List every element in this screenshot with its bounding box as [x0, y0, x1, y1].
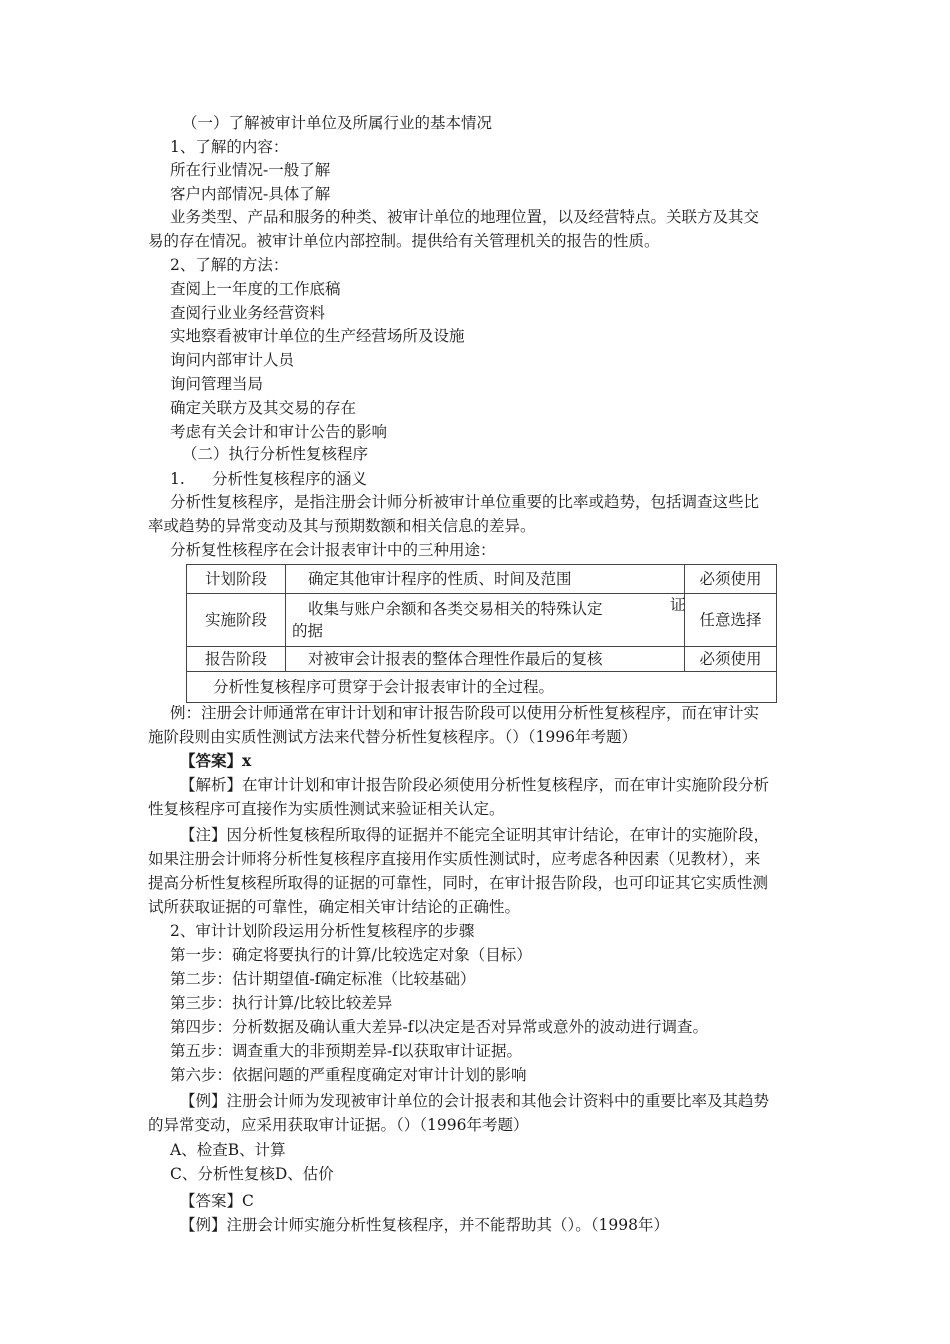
- example-line: 【例】注册会计师为发现被审计单位的会计报表和其他会计资料中的重要比率及其趋势: [180, 1092, 770, 1110]
- method-item: 实地察看被审计单位的生产经营场所及设施: [170, 327, 465, 345]
- detail-line: 业务类型、产品和服务的种类、被审计单位的地理位置，以及经营特点。关联方及其交: [170, 208, 760, 226]
- section-heading-1: （一）了解被审计单位及所属行业的基本情况: [182, 114, 493, 132]
- stage-cell: 报告阶段: [187, 647, 286, 672]
- note-line: 如果注册会计师将分析性复核程序直接用作实质性测试时，应考虑各种因素（见教材），来: [148, 850, 761, 868]
- content-item: 客户内部情况-具体了解: [170, 185, 331, 203]
- method-item: 确定关联方及其交易的存在: [170, 399, 357, 417]
- step-item: 第四步：分析数据及确认重大差异-f以决定是否对异常或意外的波动进行调查。: [170, 1018, 708, 1036]
- step-item: 第一步：确定将要执行的计算/比较选定对象（目标）: [170, 946, 532, 964]
- uses-table: [186, 564, 777, 703]
- note-line: 提高分析性复核程所取得的证据的可靠性，同时，在审计报告阶段，也可印证其它实质性测: [148, 874, 769, 892]
- table-row: [187, 647, 777, 672]
- option-line: A、检查B、计算: [170, 1141, 286, 1159]
- content-item: 所在行业情况-一般了解: [170, 161, 331, 179]
- use-cell: 必须使用: [685, 647, 777, 672]
- method-item: 考虑有关会计和审计公告的影响: [170, 423, 388, 441]
- method-item: 查阅上一年度的工作底稿: [170, 280, 341, 298]
- table-intro: 分析复性核程序在会计报表审计中的三种用途：: [170, 541, 496, 559]
- table-row: [187, 565, 777, 594]
- use-cell: 必须使用: [685, 565, 777, 594]
- example-line: 施阶段则由实质性测试方法来代替分析性复核程序。（）（1996年考题）: [148, 728, 637, 746]
- analysis-line: 性复核程序可直接作为实质性测试来验证相关认定。: [148, 800, 505, 818]
- step-item: 第五步：调查重大的非预期差异-f以获取审计证据。: [170, 1042, 522, 1060]
- option-line: C、分析性复核D、估价: [170, 1165, 334, 1183]
- section-heading-2: （二）执行分析性复核程序: [182, 445, 369, 463]
- detail-line: 易的存在情况。被审计单位内部控制。提供给有关管理机关的报告的性质。: [148, 232, 660, 250]
- note-line: 【注】因分析性复核程所取得的证据并不能完全证明其审计结论，在审计的实施阶段，: [180, 826, 770, 844]
- desc-line: 收集与账户余额和各类交易相关的特殊认定: [308, 600, 603, 618]
- table-row: [187, 594, 777, 647]
- use-cell: 任意选择: [685, 594, 777, 647]
- example-line: 例：注册会计师通常在审计计划和审计报告阶段可以使用分析性复核程序，而在审计实: [170, 704, 760, 722]
- desc-cell: [286, 594, 685, 647]
- step-item: 第六步：依据问题的严重程度确定对审计计划的影响: [170, 1066, 527, 1084]
- step-item: 第二步：估计期望值-f确定标准（比较基础）: [170, 970, 476, 988]
- stage-cell: 计划阶段: [187, 565, 286, 594]
- subsection-title: 分析性复核程序的涵义: [212, 470, 368, 488]
- table-footer: 分析性复核程序可贯穿于会计报表审计的全过程。: [187, 672, 777, 703]
- subsection-number: 1.: [170, 470, 185, 488]
- answer: 【答案】C: [180, 1192, 254, 1210]
- step-item: 第三步：执行计算/比较比较差异: [170, 994, 393, 1012]
- desc-cell: 对被审会计报表的整体合理性作最后的复核: [286, 647, 685, 672]
- analysis-line: 【解析】在审计计划和审计报告阶段必须使用分析性复核程序，而在审计实施阶段分析: [180, 776, 770, 794]
- stray-character: 证: [670, 596, 686, 614]
- answer: 【答案】x: [180, 751, 252, 770]
- definition-line: 分析性复核程序，是指注册会计师分析被审计单位重要的比率或趋势，包括调查这些比: [170, 493, 760, 511]
- note-line: 试所获取证据的可靠性，确定相关审计结论的正确性。: [148, 898, 521, 916]
- desc-cell: 确定其他审计程序的性质、时间及范围: [286, 565, 685, 594]
- example-line: 【例】注册会计师实施分析性复核程序，并不能帮助其（）。（1998年）: [180, 1216, 669, 1234]
- definition-line: 率或趋势的异常变动及其与预期数额和相关信息的差异。: [148, 517, 536, 535]
- method-item: 询问内部审计人员: [170, 351, 295, 369]
- desc-line: 的据: [292, 622, 324, 640]
- method-item: 查阅行业业务经营资料: [170, 304, 326, 322]
- content-title: 1、了解的内容：: [170, 138, 289, 156]
- stage-cell: 实施阶段: [187, 594, 286, 647]
- method-title: 2、了解的方法：: [170, 256, 289, 274]
- method-item: 询问管理当局: [170, 375, 264, 393]
- example-line: 的异常变动，应采用获取审计证据。（）（1996年考题）: [148, 1116, 529, 1134]
- table-footer-row: [187, 672, 777, 703]
- steps-title: 2、审计计划阶段运用分析性复核程序的步骤: [170, 922, 475, 940]
